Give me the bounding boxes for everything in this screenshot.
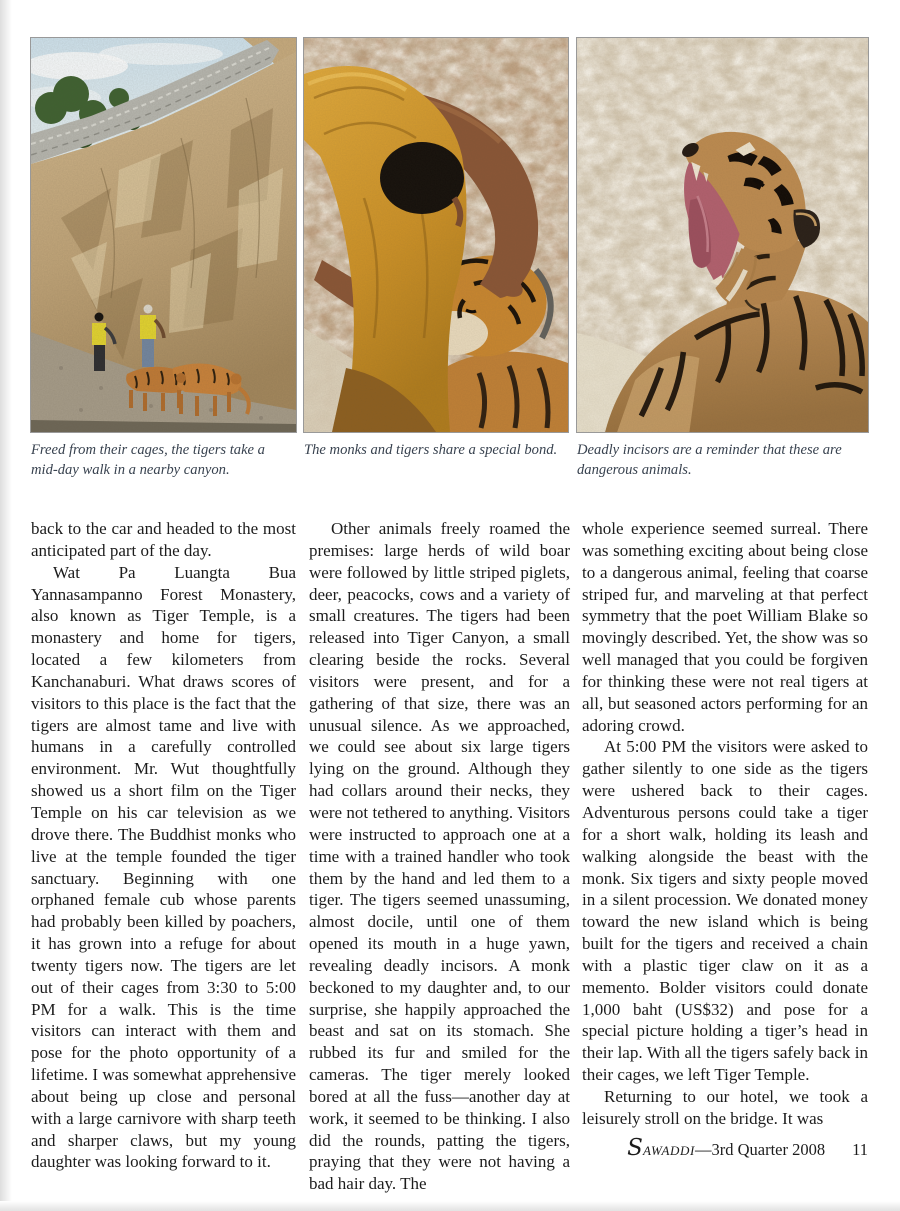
page-number: 11 [852,1140,868,1159]
page-scan-edge-bottom [0,1201,900,1211]
photo-canyon-walk [31,38,296,432]
paragraph: whole experience seemed surreal. There was something exciting about being close to a dangerous animal, feeling that coarse striped fur, and marveling at that perfect symmetry that the poet William Blake so movingly described. Yet, the show was so well managed that you could be forgiven for thinking these were not real tigers at all, but seasoned actors performing for an adoring crowd. [582,519,868,735]
article-column-3 [582,518,868,1130]
tiger-yawn-illustration [577,38,868,432]
canyon-walk-illustration [31,38,296,432]
article-column-2 [309,518,570,1195]
paragraph: Other animals freely roamed the premises: large herds of wild boar were followed by little striped piglets, deer, peacocks, cows and a variety of small creatures. The tigers had been released into Tiger Canyon, a small clearing beside the rocks. Several visitors were present, and for a gathering of that size, there was an unusual silence. As we approached, we could see about six large tigers lying on the ground. Although they had collars around their necks, they were not tethered to anything. Visitors were instructed to approach one at a time with a trained handler who took them by the hand and led them to a tiger. The tigers seemed unassuming, almost docile, until one of them opened its mouth in a huge yawn, revealing deadly incisors. A monk beckoned to my daughter and, to our surprise, she happily approached the beast and sat on its stomach. She rubbed its fur and smiled for the cameras. The tiger merely looked bored at all the fuss—another day at work, it seemed to be thinking. I also did the rounds, patting the tigers, praying that they were not having a bad hair day. The [309,519,570,1194]
photo-tiger-yawn [577,38,868,432]
paragraph: Returning to our hotel, we took a leisurely stroll on the bridge. It was [582,1086,868,1128]
magazine-title-initial: S [627,1135,643,1161]
photo-caption-3: Deadly incisors are a reminder that these are dangerous animals. [577,442,842,479]
issue-label: —3rd Quarter 2008 [694,1140,826,1159]
paragraph: back to the car and headed to the most anticipated part of the day. [31,519,296,560]
paragraph: Wat Pa Luangta Bua Yannasampanno Forest Monastery, also known as Tiger Temple, is a monastery and home for tigers, located a few kilometers from Kanchanaburi. What draws scores of visitors to this place is the fact that the tigers are almost tame and live with humans in a carefully controlled environment. Mr. Wut thoughtfully showed us a short film on the Tiger Temple on his car television as we drove there. The Buddhist monks who live at the temple founded the tiger sanctuary. Beginning with one orphaned female cub whose parents had probably been killed by poachers, it has grown into a refuge for about twenty tigers now. The tigers are let out of their cages from 3:30 to 5:00 PM for a walk. This is the time visitors can interact with them and pose for the photo opportunity of a lifetime. I was somewhat apprehensive about being up close and personal with a large carnivore with sharp teeth and sharper claws, but my young daughter was looking forward to it. [31,562,296,1172]
photo-caption-1: Freed from their cages, the tigers take a mid-day walk in a nearby canyon. [31,442,265,479]
paragraph: At 5:00 PM the visitors were asked to gather silently to one side as the tigers were ushered back to their cages. Adventurous persons could take a tiger for a short walk, holding its leash and walking alongside the beast with the monk. Six tigers and sixty people moved in a silent procession. We donated money toward the new island which is being built for the tigers and received a chain with a plastic tiger claw on it as a memento. Bolder visitors could donate 1,000 baht (US$32) and pose for a special picture holding a tiger’s head in their lap. With all the tigers safely back in their cages, we left Tiger Temple. [582,737,868,1085]
page-scan-edge-left [0,0,12,1211]
article-column-1 [31,518,296,1173]
photo-caption-2: The monks and tigers share a special bond. [304,442,558,458]
monk-tiger-illustration [304,38,568,432]
magazine-title: AWADDI [642,1143,695,1158]
page-footer [627,1137,868,1160]
photo-monk-tiger [304,38,568,432]
